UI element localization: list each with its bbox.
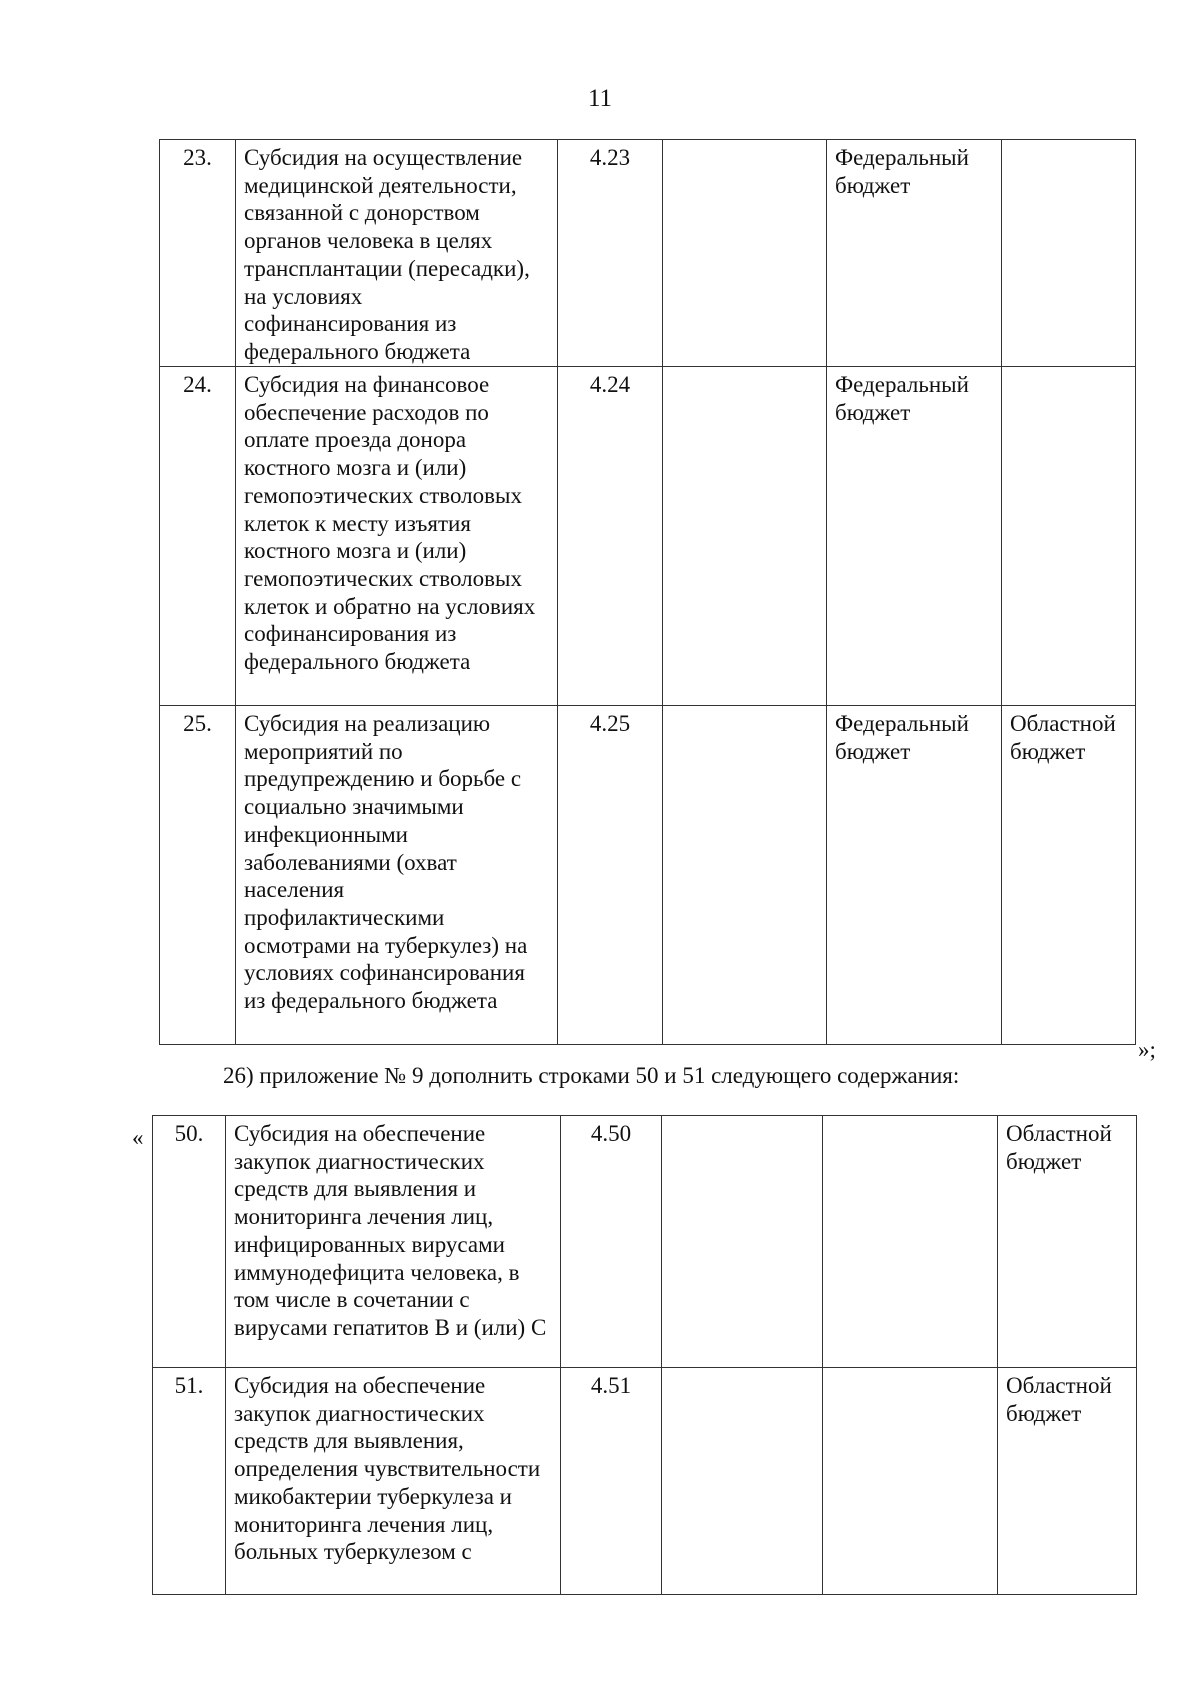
row-col4 bbox=[662, 1368, 823, 1595]
row-description: Субсидия на финансовое обеспечение расходов по оплате проезда донора костного мозга и (или) гемопоэтических стволовых клеток к месту изъятия костного мозга и (или) гемопоэтических стволовых клеток и обратно на условиях софинансирования из федерального бюджета bbox=[236, 367, 558, 706]
row-budget-federal: Федеральный бюджет bbox=[827, 140, 1002, 367]
table-row bbox=[160, 367, 1136, 706]
row-budget-regional: Областной бюджет bbox=[998, 1116, 1137, 1368]
row-number: 51. bbox=[153, 1368, 226, 1595]
row-code: 4.50 bbox=[561, 1116, 662, 1368]
table-row bbox=[153, 1368, 1137, 1595]
row-description: Субсидия на обеспечение закупок диагностических средств для выявления, определения чувствительности микобактерии туберкулеза и мониторинга лечения лиц, больных туберкулезом с bbox=[226, 1368, 561, 1595]
row-budget-regional: Областной бюджет bbox=[1002, 706, 1136, 1045]
row-budget-regional bbox=[1002, 140, 1136, 367]
row-code: 4.23 bbox=[558, 140, 663, 367]
row-description: Субсидия на осуществление медицинской деятельности, связанной с донорством органов человека в целях трансплантации (пересадки), на условиях софинансирования из федерального бюджета bbox=[236, 140, 558, 367]
amendment-paragraph: 26) приложение № 9 дополнить строками 50 и 51 следующего содержания: bbox=[223, 1063, 960, 1088]
table-row bbox=[160, 140, 1136, 367]
subsidy-table-bottom bbox=[152, 1115, 1137, 1595]
row-code: 4.51 bbox=[561, 1368, 662, 1595]
row-col4 bbox=[663, 140, 827, 367]
table-row bbox=[160, 706, 1136, 1045]
row-col4 bbox=[663, 367, 827, 706]
subsidy-table-top bbox=[159, 139, 1136, 1045]
row-number: 23. bbox=[160, 140, 236, 367]
row-number: 24. bbox=[160, 367, 236, 706]
table-row bbox=[153, 1116, 1137, 1368]
row-number: 25. bbox=[160, 706, 236, 1045]
row-col4 bbox=[663, 706, 827, 1045]
row-budget-federal: Федеральный бюджет bbox=[827, 367, 1002, 706]
row-col5 bbox=[823, 1368, 998, 1595]
row-col5 bbox=[823, 1116, 998, 1368]
row-number: 50. bbox=[153, 1116, 226, 1368]
row-description: Субсидия на обеспечение закупок диагностических средств для выявления и мониторинга лечения лиц, инфицированных вирусами иммунодефицита человека, в том числе в сочетании с вирусами гепатитов В и (или) С bbox=[226, 1116, 561, 1368]
row-budget-regional: Областной бюджет bbox=[998, 1368, 1137, 1595]
opening-quote: « bbox=[132, 1125, 144, 1150]
row-budget-regional bbox=[1002, 367, 1136, 706]
row-code: 4.24 bbox=[558, 367, 663, 706]
page-number: 11 bbox=[587, 85, 613, 112]
closing-quote: »; bbox=[1138, 1037, 1156, 1062]
row-budget-federal: Федеральный бюджет bbox=[827, 706, 1002, 1045]
row-description: Субсидия на реализацию мероприятий по предупреждению и борьбе с социально значимыми инфекционными заболеваниями (охват населения профилактическими осмотрами на туберкулез) на условиях софинансирования из федерального бюджета bbox=[236, 706, 558, 1045]
row-code: 4.25 bbox=[558, 706, 663, 1045]
row-col4 bbox=[662, 1116, 823, 1368]
